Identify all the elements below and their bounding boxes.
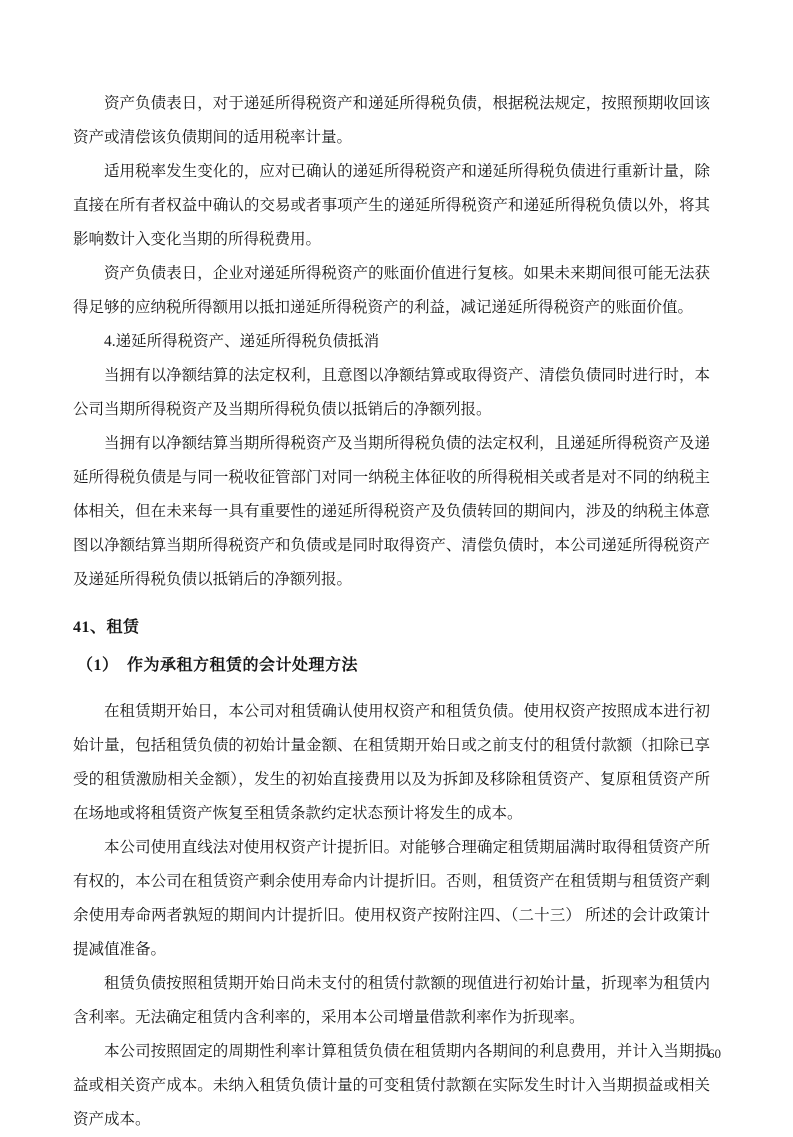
lease-paragraph-4: 本公司按照固定的周期性利率计算租赁负债在租赁期内各期间的利息费用，并计入当期损益或相关资产成本。未纳入租赁负债计量的可变租赁付款额在实际发生时计入当期损益或相关资产成本。 [73,1043,710,1128]
lease-section-heading: 41、租赁 [73,619,140,636]
tax-offset-subheading: 4.递延所得税资产、递延所得税负债抵消 [104,333,380,350]
tax-paragraph-1: 资产负债表日，对于递延所得税资产和递延所得税负债，根据税法规定，按照预期收回该资产或清偿该负债期间的适用税率计量。 [73,95,710,146]
tax-paragraph-2: 适用税率发生变化的，应对已确认的递延所得税资产和递延所得税负债进行重新计量，除直接在所有者权益中确认的交易或者事项产生的递延所得税资产和递延所得税负债以外，将其影响数计入变化当期的所得税费用。 [73,163,710,248]
lease-paragraph-1: 在租赁期开始日，本公司对租赁确认使用权资产和租赁负债。使用权资产按照成本进行初始计量，包括租赁负债的初始计量金额、在租赁期开始日或之前支付的租赁付款额（扣除已享受的租赁激励相关金额），发生的初始直接费用以及为拆卸及移除租赁资产、复原租赁资产所在场地或将租赁资产恢复至租赁条款约定状态预计将发生的成本。 [73,703,710,822]
lease-subsection-heading: （1） 作为承租方租赁的会计处理方法 [77,657,359,674]
lease-paragraph-2: 本公司使用直线法对使用权资产计提折旧。对能够合理确定租赁期届满时取得租赁资产所有权的，本公司在租赁资产剩余使用寿命内计提折旧。否则，租赁资产在租赁期与租赁资产剩余使用寿命两者孰短的期间内计提折旧。使用权资产按附注四、（二十三） 所述的会计政策计提减值准备。 [73,839,710,958]
tax-offset-paragraph-2: 当拥有以净额结算当期所得税资产及当期所得税负债的法定权利，且递延所得税资产及递延所得税负债是与同一税收征管部门对同一纳税主体征收的所得税相关或者是对不同的纳税主体相关，但在未来每一具有重要性的递延所得税资产及负债转回的期间内，涉及的纳税主体意图以净额结算当期所得税资产和负债或是同时取得资产、清偿负债时，本公司递延所得税资产及递延所得税负债以抵销后的净额列报。 [73,435,710,588]
page-number: 60 [708,1046,721,1061]
tax-paragraph-3: 资产负债表日，企业对递延所得税资产的账面价值进行复核。如果未来期间很可能无法获得足够的应纳税所得额用以抵扣递延所得税资产的利益，减记递延所得税资产的账面价值。 [73,265,710,316]
tax-offset-paragraph-1: 当拥有以净额结算的法定权利，且意图以净额结算或取得资产、清偿负债同时进行时，本公司当期所得税资产及当期所得税负债以抵销后的净额列报。 [73,367,710,418]
lease-paragraph-3: 租赁负债按照租赁期开始日尚未支付的租赁付款额的现值进行初始计量，折现率为租赁内含利率。无法确定租赁内含利率的，采用本公司增量借款利率作为折现率。 [73,975,710,1026]
